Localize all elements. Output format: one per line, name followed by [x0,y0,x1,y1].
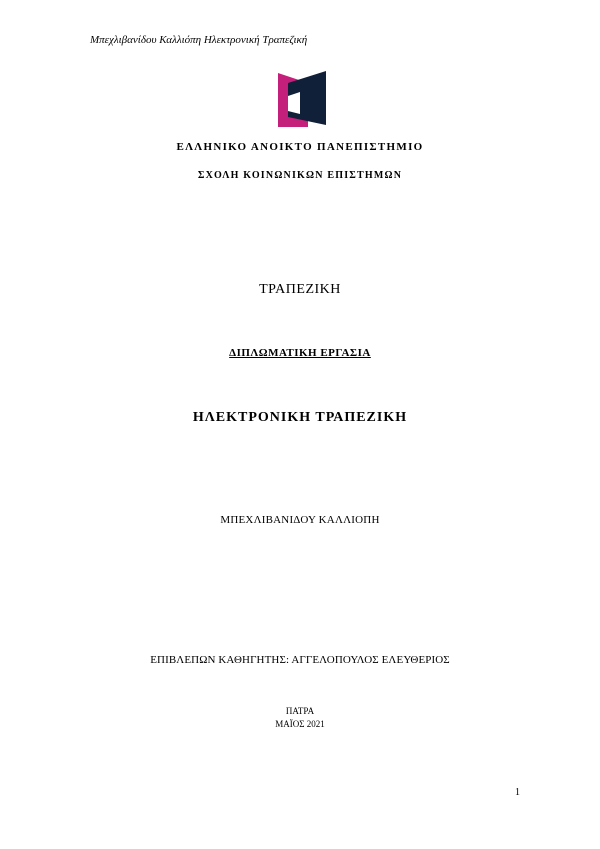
thesis-title: ΗΛΕΚΤΡΟΝΙΚΗ ΤΡΑΠΕΖΙΚΗ [192,410,408,425]
university-logo-icon [278,71,326,127]
university-name: ΕΛΛΗΝΙΚΟ ΑΝΟΙΚΤΟ ΠΑΝΕΠΙΣΤΗΜΙΟ [176,141,424,153]
supervisor-line: ΕΠΙΒΛΕΠΩΝ ΚΑΘΗΓΗΤΗΣ: ΑΓΓΕΛΟΠΟΥΛΟΣ ΕΛΕΥΘΕΡΙΟΣ [150,654,450,666]
thesis-type: ΔΙΠΛΩΜΑΤΙΚΗ ΕΡΓΑΣΙΑ [229,347,371,359]
running-header: Μπεχλιβανίδου Καλλιόπη Ηλεκτρονική Τραπεζική [90,34,308,46]
program-name: ΤΡΑΠΕΖΙΚΗ [259,282,341,297]
author-name: ΜΠΕΧΛΙΒΑΝΙΔΟΥ ΚΑΛΛΙΟΠΗ [220,514,380,526]
publication-date: ΜΑΪΟΣ 2021 [275,719,325,729]
city: ΠΑΤΡΑ [285,706,315,716]
school-name: ΣΧΟΛΗ ΚΟΙΝΩΝΙΚΩΝ ΕΠΙΣΤΗΜΩΝ [197,170,403,181]
page-number: 1 [515,787,520,798]
